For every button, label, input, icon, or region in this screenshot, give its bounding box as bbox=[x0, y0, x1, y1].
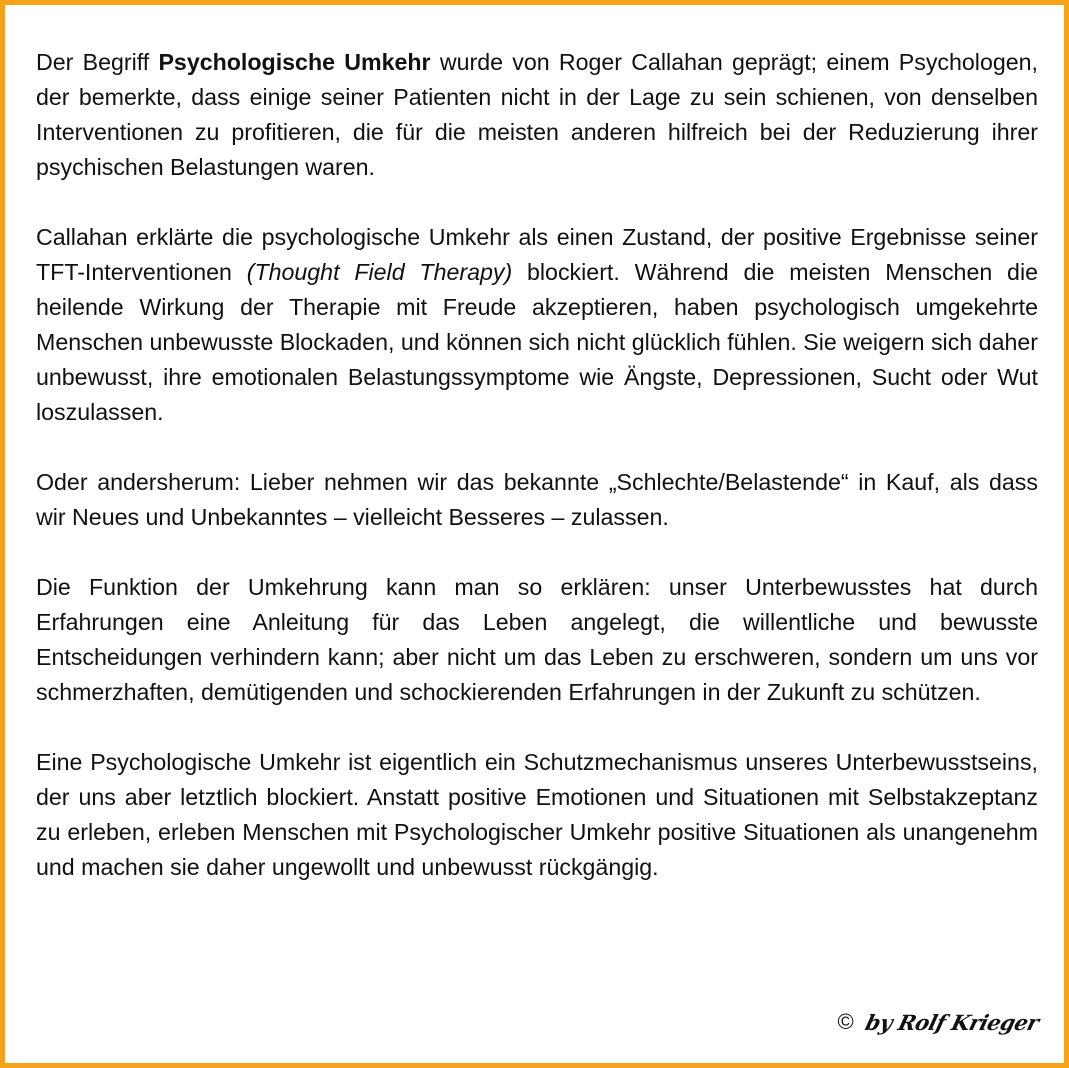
paragraph-1-suffix: wurde von Roger Callahan geprägt; einem Psychologen, der bemerkte, dass einige seiner Patienten nicht in der Lage zu sein schienen, von denselben Interventionen zu profitieren, die für die meisten anderen hilfreich bei der Reduzierung ihrer psychischen Belastungen waren. bbox=[36, 49, 1038, 180]
paragraph-4: Die Funktion der Umkehrung kann man so erklären: unser Unterbewusstes hat durch Erfahrungen eine Anleitung für das Leben angelegt, die willentliche und bewusste Entscheidungen verhindern kann; aber nicht um das Leben zu erschweren, sondern um uns vor schmerzhaften, demütigenden und schockierenden Erfahrungen in der Zukunft zu schützen. bbox=[36, 574, 1038, 705]
paragraph-5: Eine Psychologische Umkehr ist eigentlich ein Schutzmechanismus unseres Unterbewusstseins, der uns aber letztlich blockiert. Anstatt positive Emotionen und Situationen mit Selbstakzeptanz zu erleben, erleben Menschen mit Psychologischer Umkehr positive Situationen als unangenehm und machen sie daher ungewollt und unbewusst rückgängig. bbox=[36, 749, 1038, 880]
paragraph-2-italic: (Thought Field Therapy) bbox=[246, 259, 513, 285]
paragraph-2-suffix: blockiert. Während die meisten Menschen die heilende Wirkung der Therapie mit Freude akzeptieren, haben psychologisch umgekehrte Menschen unbewusste Blockaden, und können sich nicht glücklich fühlen. Sie weigern sich daher unbewusst, ihre emotionalen Belastungssymptome wie Ängste, Depressionen, Sucht oder Wut loszulassen. bbox=[36, 259, 1039, 425]
copyright-symbol: © bbox=[837, 1009, 854, 1034]
paragraph-1-prefix: Der Begriff bbox=[36, 49, 159, 75]
document-body bbox=[36, 45, 1038, 885]
paragraph-3: Oder andersherum: Lieber nehmen wir das bekannte „Schlechte/Belastende“ in Kauf, als dass wir Neues und Unbekanntes – vielleicht Besseres – zulassen. bbox=[36, 469, 1038, 530]
paragraph-2-prefix: Callahan erklärte die psychologische Umkehr als einen Zustand, der positive Ergebnisse seiner TFT-Interventionen bbox=[36, 224, 1038, 285]
paragraph-2 bbox=[36, 220, 1038, 430]
paragraph-1-term: Psychologische Umkehr bbox=[158, 49, 431, 75]
signature bbox=[837, 1005, 1042, 1039]
signature-text: by Rolf Krieger bbox=[862, 1009, 1042, 1035]
paragraph-1 bbox=[36, 45, 1038, 185]
